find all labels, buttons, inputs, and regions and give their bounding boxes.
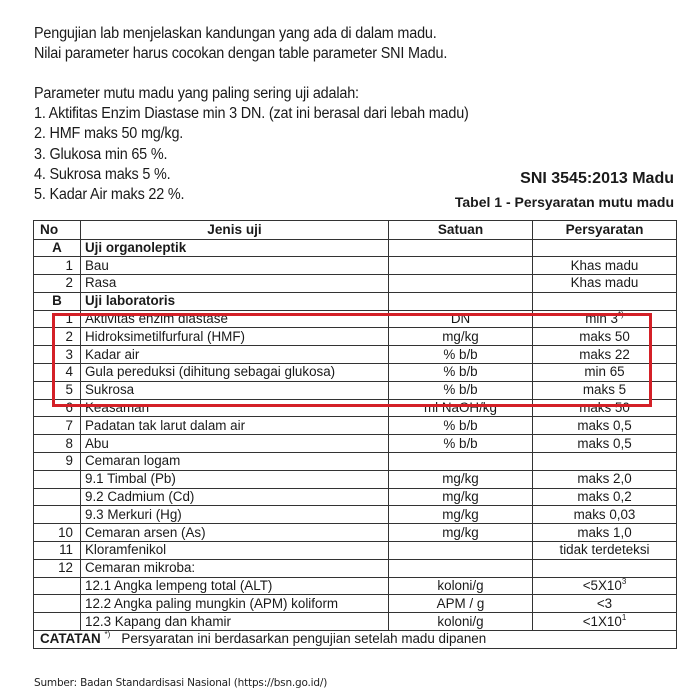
row-no (34, 506, 81, 524)
row-jenis-uji (81, 328, 389, 346)
row-jenis-uji-text: Uji organoleptik (85, 239, 187, 255)
table-header-row (34, 221, 677, 240)
row-no (34, 470, 81, 488)
row-satuan-text: koloni/g (437, 613, 484, 629)
row-satuan-text: mg/kg (442, 489, 479, 505)
row-persyaratan-text: maks 50 (579, 400, 630, 416)
row-persyaratan (533, 275, 677, 293)
row-satuan-text: mg/kg (442, 328, 479, 344)
row-persyaratan (533, 239, 677, 257)
catatan-footnote-mark: *) (104, 630, 111, 640)
row-no (34, 275, 81, 293)
parameter-heading: Parameter mutu madu yang paling sering uji adalah: (34, 85, 359, 102)
row-no-text: 2 (65, 275, 73, 291)
row-persyaratan (533, 435, 677, 453)
row-jenis-uji-text: Padatan tak larut dalam air (85, 417, 246, 433)
row-no-text: A (52, 239, 62, 255)
parameter-item: 4. Sukrosa maks 5 %. (34, 165, 171, 183)
parameter-list (34, 84, 469, 205)
row-jenis-uji-text: Keasaman (85, 400, 150, 416)
row-satuan-text: % b/b (443, 364, 478, 380)
row-persyaratan-text: maks 0,5 (577, 417, 632, 433)
row-persyaratan (533, 595, 677, 613)
row-persyaratan (533, 470, 677, 488)
row-jenis-uji-text: Kadar air (85, 346, 140, 362)
row-no (34, 346, 81, 364)
header-no: No (34, 221, 81, 240)
row-jenis-uji (81, 381, 389, 399)
requirements-table (33, 220, 677, 649)
row-no-text: 1 (65, 257, 73, 273)
row-jenis-uji (81, 488, 389, 506)
table-row (34, 275, 677, 293)
row-no-text: 5 (65, 382, 73, 398)
table-row (34, 577, 677, 595)
row-satuan-text: mg/kg (442, 524, 479, 540)
row-satuan-text: % b/b (443, 417, 478, 433)
row-satuan (389, 328, 533, 346)
row-satuan-text: mg/kg (442, 471, 479, 487)
row-persyaratan-text: tidak terdeteksi (559, 542, 650, 558)
row-satuan (389, 417, 533, 435)
row-persyaratan-text: maks 22 (579, 346, 630, 362)
row-satuan (389, 613, 533, 631)
intro-line-2: Nilai parameter harus cocokan dengan table parameter SNI Madu. (34, 45, 448, 62)
row-jenis-uji (81, 275, 389, 293)
row-jenis-uji-text: Sukrosa (85, 382, 135, 398)
row-persyaratan-text: maks 5 (582, 382, 627, 398)
intro-text (34, 24, 447, 64)
row-satuan-text: APM / g (436, 595, 485, 611)
row-no (34, 239, 81, 257)
row-persyaratan (533, 399, 677, 417)
row-no (34, 257, 81, 275)
row-no (34, 559, 81, 577)
row-jenis-uji-text: 12.2 Angka paling mungkin (APM) koliform (85, 595, 339, 611)
row-persyaratan-text: maks 0,2 (577, 489, 632, 505)
row-satuan-text: % b/b (443, 435, 478, 451)
row-jenis-uji-text: Uji laboratoris (85, 293, 176, 309)
table-row (34, 292, 677, 310)
row-persyaratan (533, 328, 677, 346)
row-jenis-uji (81, 453, 389, 471)
row-no (34, 453, 81, 471)
table-row (34, 542, 677, 560)
table-title: Tabel 1 - Persyaratan mutu madu (454, 194, 674, 210)
row-jenis-uji-text: Gula pereduksi (dihitung sebagai glukosa) (85, 364, 336, 380)
row-jenis-uji-text: 9.2 Cadmium (Cd) (85, 489, 195, 505)
table-row (34, 310, 677, 328)
table-row (34, 417, 677, 435)
row-jenis-uji (81, 435, 389, 453)
row-persyaratan (533, 346, 677, 364)
row-no (34, 488, 81, 506)
row-no (34, 310, 81, 328)
row-no (34, 364, 81, 382)
row-no-text: 9 (65, 453, 73, 469)
intro-line-1: Pengujian lab menjelaskan kandungan yang ada di dalam madu. (34, 25, 437, 42)
row-satuan (389, 559, 533, 577)
row-persyaratan-text: maks 1,0 (577, 524, 632, 540)
row-no-text: 4 (65, 364, 73, 380)
row-jenis-uji-text: Bau (85, 257, 109, 273)
source-citation: Sumber: Badan Standardisasi Nasional (https://bsn.go.id/) (34, 677, 328, 689)
row-jenis-uji-text: 12.1 Angka lempeng total (ALT) (85, 578, 273, 594)
row-persyaratan-text: maks 0,03 (573, 506, 636, 522)
catatan-row (34, 631, 677, 649)
row-satuan (389, 524, 533, 542)
row-jenis-uji-text: Cemaran logam (85, 453, 181, 469)
row-jenis-uji-text: Abu (85, 435, 109, 451)
table-row (34, 399, 677, 417)
row-persyaratan-text: min 65 (584, 364, 625, 380)
row-persyaratan-text: Khas madu (570, 275, 639, 291)
row-persyaratan (533, 524, 677, 542)
row-persyaratan-text: maks 50 (579, 328, 630, 344)
row-satuan (389, 381, 533, 399)
superscript: *) (617, 310, 624, 320)
row-jenis-uji (81, 292, 389, 310)
row-satuan (389, 399, 533, 417)
row-satuan (389, 470, 533, 488)
row-jenis-uji (81, 542, 389, 560)
table-row (34, 506, 677, 524)
row-satuan (389, 310, 533, 328)
row-persyaratan (533, 542, 677, 560)
row-no-text: 2 (65, 328, 73, 344)
row-satuan-text: mg/kg (442, 506, 479, 522)
row-persyaratan (533, 559, 677, 577)
row-no-text: 10 (58, 524, 73, 540)
row-satuan (389, 292, 533, 310)
header-satuan: Satuan (389, 221, 533, 240)
table-row (34, 257, 677, 275)
table-row (34, 346, 677, 364)
row-jenis-uji-text: Kloramfenikol (85, 542, 167, 558)
row-satuan-text: koloni/g (437, 578, 484, 594)
row-persyaratan-text: maks 0,5 (577, 435, 632, 451)
row-persyaratan (533, 364, 677, 382)
row-satuan (389, 435, 533, 453)
row-no-text: 1 (65, 311, 73, 327)
row-satuan-text: DN (450, 311, 471, 327)
superscript: 3 (621, 577, 627, 587)
table-body (34, 239, 677, 631)
row-persyaratan-text: <3 (596, 595, 613, 611)
row-satuan (389, 595, 533, 613)
row-no (34, 613, 81, 631)
catatan-label: CATATAN (40, 631, 101, 647)
row-persyaratan-text: <5X10 (582, 578, 622, 594)
row-satuan (389, 239, 533, 257)
table-row (34, 239, 677, 257)
parameter-item: 3. Glukosa min 65 %. (34, 145, 168, 163)
row-satuan-text: % b/b (443, 346, 478, 362)
row-satuan-text: ml NaOH/kg (424, 400, 497, 416)
row-jenis-uji-text: Aktivitas enzim diastase (85, 311, 228, 327)
row-jenis-uji (81, 417, 389, 435)
row-jenis-uji (81, 310, 389, 328)
row-no-text: B (52, 293, 62, 309)
row-no (34, 577, 81, 595)
row-jenis-uji (81, 399, 389, 417)
row-satuan (389, 577, 533, 595)
row-jenis-uji (81, 577, 389, 595)
row-satuan (389, 275, 533, 293)
table-row (34, 381, 677, 399)
row-jenis-uji (81, 470, 389, 488)
row-persyaratan-text: min 3 (585, 311, 618, 327)
standard-title: SNI 3545:2013 Madu (520, 170, 674, 187)
row-no (34, 328, 81, 346)
row-jenis-uji-text: Cemaran arsen (As) (85, 524, 206, 540)
table-row (34, 559, 677, 577)
row-no-text: 12 (58, 560, 73, 576)
row-satuan (389, 346, 533, 364)
row-jenis-uji-text: Cemaran mikroba: (85, 560, 196, 576)
header-jenis-uji: Jenis uji (81, 221, 389, 240)
parameter-item: 5. Kadar Air maks 22 %. (34, 186, 185, 204)
row-persyaratan (533, 310, 677, 328)
row-satuan (389, 453, 533, 471)
catatan-cell (34, 631, 677, 649)
row-no (34, 595, 81, 613)
row-persyaratan-text: maks 2,0 (577, 471, 632, 487)
row-satuan (389, 257, 533, 275)
row-jenis-uji-text: Rasa (85, 275, 117, 291)
table-row (34, 488, 677, 506)
row-satuan (389, 488, 533, 506)
row-jenis-uji-text: Hidroksimetilfurfural (HMF) (85, 328, 245, 344)
row-jenis-uji-text: 12.3 Kapang dan khamir (85, 613, 231, 629)
row-persyaratan (533, 381, 677, 399)
table-row (34, 595, 677, 613)
row-no-text: 8 (65, 435, 73, 451)
row-satuan (389, 506, 533, 524)
table-row (34, 613, 677, 631)
row-no-text: 7 (65, 417, 73, 433)
row-satuan (389, 542, 533, 560)
row-jenis-uji (81, 524, 389, 542)
row-jenis-uji-text: 9.3 Merkuri (Hg) (85, 506, 182, 522)
row-satuan-text: % b/b (443, 382, 478, 398)
row-no (34, 292, 81, 310)
row-no (34, 399, 81, 417)
table-row (34, 328, 677, 346)
row-persyaratan (533, 577, 677, 595)
row-jenis-uji (81, 506, 389, 524)
row-no (34, 542, 81, 560)
row-jenis-uji (81, 559, 389, 577)
row-jenis-uji (81, 595, 389, 613)
row-no-text: 11 (59, 542, 73, 558)
table-row (34, 470, 677, 488)
row-jenis-uji (81, 364, 389, 382)
parameter-item: 1. Aktifitas Enzim Diastase min 3 DN. (zat ini berasal dari lebah madu) (34, 105, 469, 123)
header-persyaratan: Persyaratan (533, 221, 677, 240)
row-no (34, 435, 81, 453)
table-row (34, 435, 677, 453)
row-persyaratan (533, 453, 677, 471)
row-satuan (389, 364, 533, 382)
row-jenis-uji-text: 9.1 Timbal (Pb) (85, 471, 176, 487)
catatan-text: Persyaratan ini berdasarkan pengujian setelah madu dipanen (121, 631, 487, 647)
table-row (34, 453, 677, 471)
row-no-text: 6 (65, 400, 73, 416)
parameter-item: 2. HMF maks 50 mg/kg. (34, 125, 184, 143)
table-row (34, 524, 677, 542)
table-row (34, 364, 677, 382)
row-persyaratan (533, 257, 677, 275)
superscript: 1 (621, 612, 627, 622)
row-jenis-uji (81, 239, 389, 257)
row-persyaratan (533, 488, 677, 506)
row-persyaratan (533, 506, 677, 524)
row-persyaratan (533, 417, 677, 435)
row-no-text: 3 (65, 346, 73, 362)
row-persyaratan-text: <1X10 (582, 613, 622, 629)
row-persyaratan (533, 292, 677, 310)
row-jenis-uji (81, 613, 389, 631)
row-jenis-uji (81, 257, 389, 275)
row-no (34, 417, 81, 435)
row-persyaratan (533, 613, 677, 631)
row-no (34, 381, 81, 399)
row-no (34, 524, 81, 542)
row-jenis-uji (81, 346, 389, 364)
row-persyaratan-text: Khas madu (570, 257, 639, 273)
